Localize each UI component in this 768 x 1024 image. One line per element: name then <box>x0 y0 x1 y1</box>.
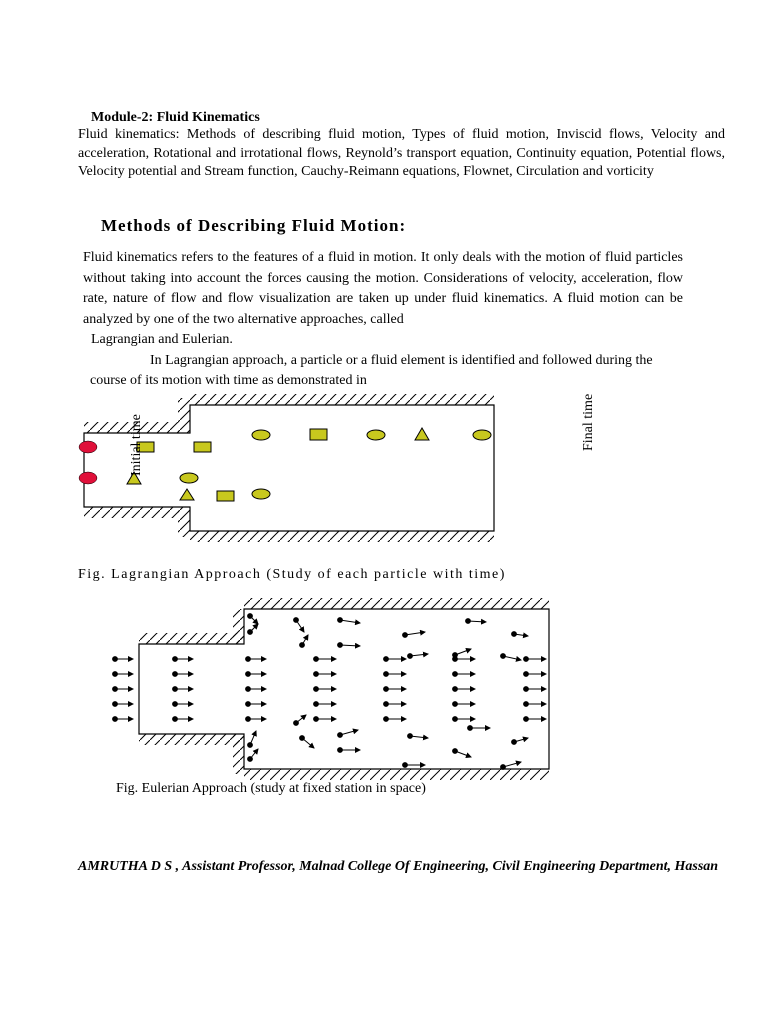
bottom-wall-hatch <box>244 769 549 780</box>
inlet-bottom-hatch <box>139 734 244 745</box>
top-wall-hatch <box>244 598 549 609</box>
section-heading: Methods of Describing Fluid Motion: <box>101 216 407 235</box>
step-bottom-hatch <box>233 734 244 774</box>
paragraph2-line1: In Lagrangian approach, a particle or a fluid element is identified and followed during the <box>150 352 653 368</box>
author-footer: AMRUTHA D S , Assistant Professor, Malnad College Of Engineering, Civil Engineering Department, Hassan <box>78 859 719 874</box>
figure2-caption: Fig. Eulerian Approach (study at fixed station in space) <box>116 781 426 796</box>
module-syllabus-text: Fluid kinematics: Methods of describing fluid motion, Types of fluid motion, Inviscid flows, Velocity and acceleration, Rotational and irrotational flows, Reynold’s transport equation, Continuity equation, Potential flows, Velocity potential and Stream function, Cauchy-Reimann equations, Flownet, Circulation and vorticity <box>78 127 725 179</box>
inlet-top-hatch <box>139 633 244 644</box>
label-initial-time: Initial time <box>129 414 144 476</box>
paragraph-text: Fluid kinematics refers to the features of a fluid in motion. It only deals with the motion of fluid particles without taking into account the forces causing the motion. Considerations of velocity, acceleration, flow rate, nature of flow and flow visualization are taken up under fluid kinematics. A fluid motion can be analyzed by one of the two alternative approaches, called <box>83 250 683 327</box>
label-final-time: Final time <box>581 393 596 451</box>
paragraph-last-line: Lagrangian and Eulerian. <box>91 332 233 347</box>
figure1-caption: Fig. Lagrangian Approach (Study of each particle with time) <box>78 567 506 582</box>
step-top-hatch <box>233 609 244 644</box>
module-title: Module-2: Fluid Kinematics <box>91 110 260 125</box>
paragraph2-line2: course of its motion with time as demonstrated in <box>90 373 367 388</box>
